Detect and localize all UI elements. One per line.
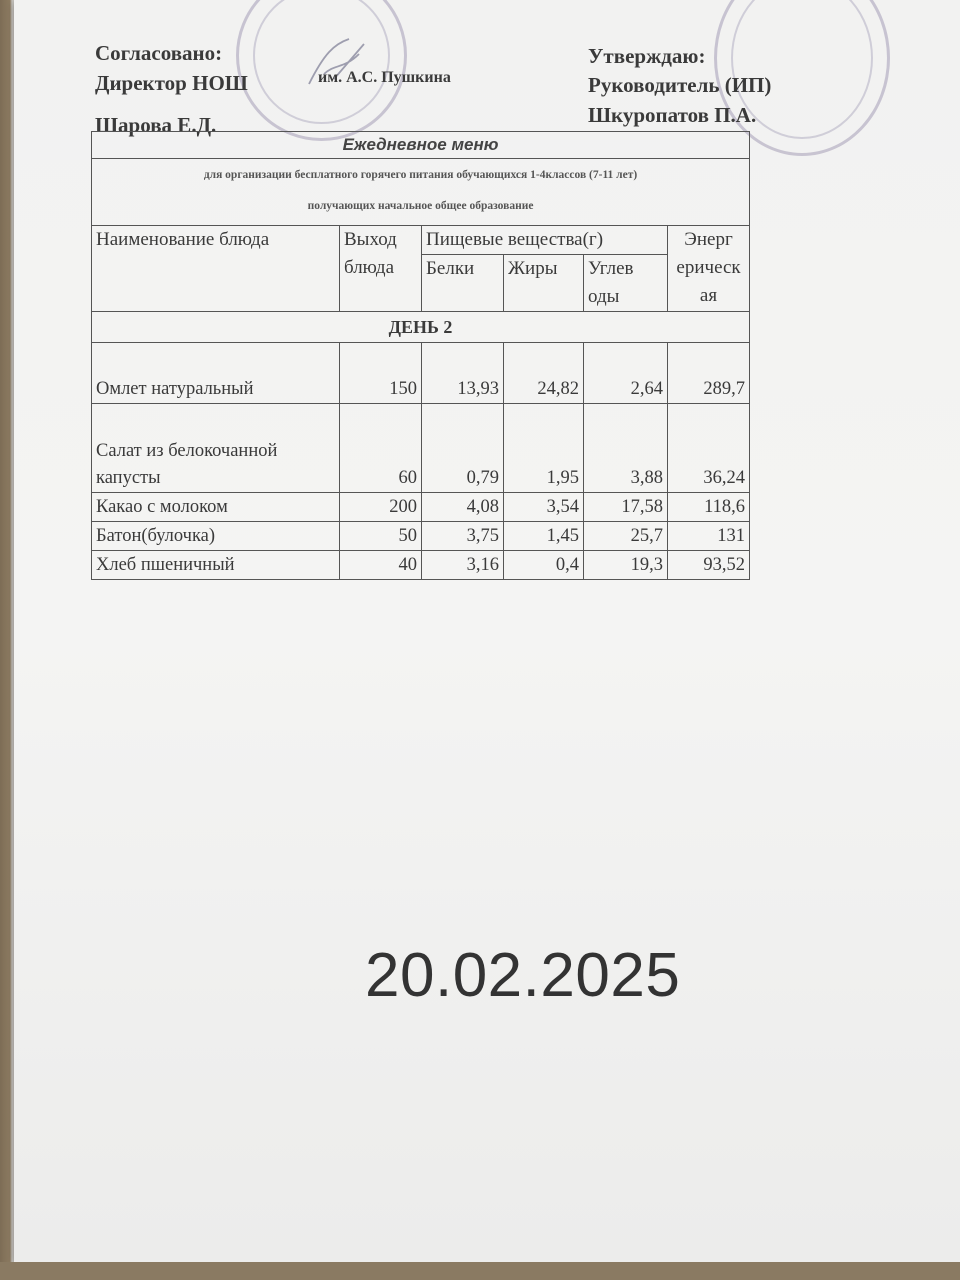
menu-subtitle-line2: получающих начальное общее образование	[307, 200, 534, 212]
dish-energy: 289,7	[668, 343, 750, 404]
table-row	[92, 522, 750, 551]
dish-fat: 3,54	[504, 493, 584, 522]
day-label: ДЕНЬ 2	[92, 312, 750, 343]
dish-energy: 36,24	[668, 404, 750, 493]
dish-output: 40	[340, 551, 422, 580]
director-label: Директор НОШ	[95, 71, 248, 95]
table-row	[92, 493, 750, 522]
dish-carbs: 19,3	[584, 551, 668, 580]
column-header-fat: Жиры	[504, 255, 584, 312]
document-page	[14, 0, 960, 1262]
dish-protein: 4,08	[422, 493, 504, 522]
dish-output: 200	[340, 493, 422, 522]
dish-output: 150	[340, 343, 422, 404]
head-label: Руководитель (ИП)	[588, 73, 772, 97]
dish-name: Омлет натуральный	[92, 343, 340, 404]
table-surface	[0, 1262, 960, 1280]
column-header-protein: Белки	[422, 255, 504, 312]
director-name: Шарова Е.Д.	[95, 113, 217, 137]
agreed-label: Согласовано:	[95, 41, 223, 65]
dish-carbs: 25,7	[584, 522, 668, 551]
menu-subtitle-line1: для организации бесплатного горячего питания обучающихся 1-4классов (7-11 лет)	[203, 169, 638, 181]
column-header-dish: Наименование блюда	[92, 226, 340, 312]
column-header-nutrients: Пищевые вещества(г)	[422, 226, 668, 255]
table-row	[92, 343, 750, 404]
dish-carbs: 17,58	[584, 493, 668, 522]
head-name: Шкуропатов П.А.	[588, 103, 757, 127]
dish-fat: 1,45	[504, 522, 584, 551]
menu-title: Ежедневное меню	[92, 132, 750, 159]
dish-name: Салат из белокочанной капусты	[92, 404, 340, 493]
column-header-energy: Энерг ерическ ая	[668, 226, 750, 312]
dish-name: Хлеб пшеничный	[92, 551, 340, 580]
dish-protein: 3,16	[422, 551, 504, 580]
column-header-carbs: Углев оды	[584, 255, 668, 312]
dish-carbs: 2,64	[584, 343, 668, 404]
approve-label: Утверждаю:	[588, 44, 706, 68]
dish-energy: 118,6	[668, 493, 750, 522]
school-name: им. А.С. Пушкина	[318, 69, 451, 86]
dish-name: Батон(булочка)	[92, 522, 340, 551]
dish-energy: 93,52	[668, 551, 750, 580]
dish-protein: 13,93	[422, 343, 504, 404]
dish-fat: 24,82	[504, 343, 584, 404]
table-row	[92, 404, 750, 493]
menu-subtitle	[92, 159, 750, 226]
table-row	[92, 551, 750, 580]
dish-protein: 3,75	[422, 522, 504, 551]
menu-table	[91, 131, 750, 580]
dish-output: 60	[340, 404, 422, 493]
dish-carbs: 3,88	[584, 404, 668, 493]
dish-fat: 1,95	[504, 404, 584, 493]
dish-protein: 0,79	[422, 404, 504, 493]
dish-energy: 131	[668, 522, 750, 551]
menu-date: 20.02.2025	[365, 941, 681, 1010]
column-header-output: Выход блюда	[340, 226, 422, 312]
dish-output: 50	[340, 522, 422, 551]
dish-name: Какао с молоком	[92, 493, 340, 522]
dish-fat: 0,4	[504, 551, 584, 580]
